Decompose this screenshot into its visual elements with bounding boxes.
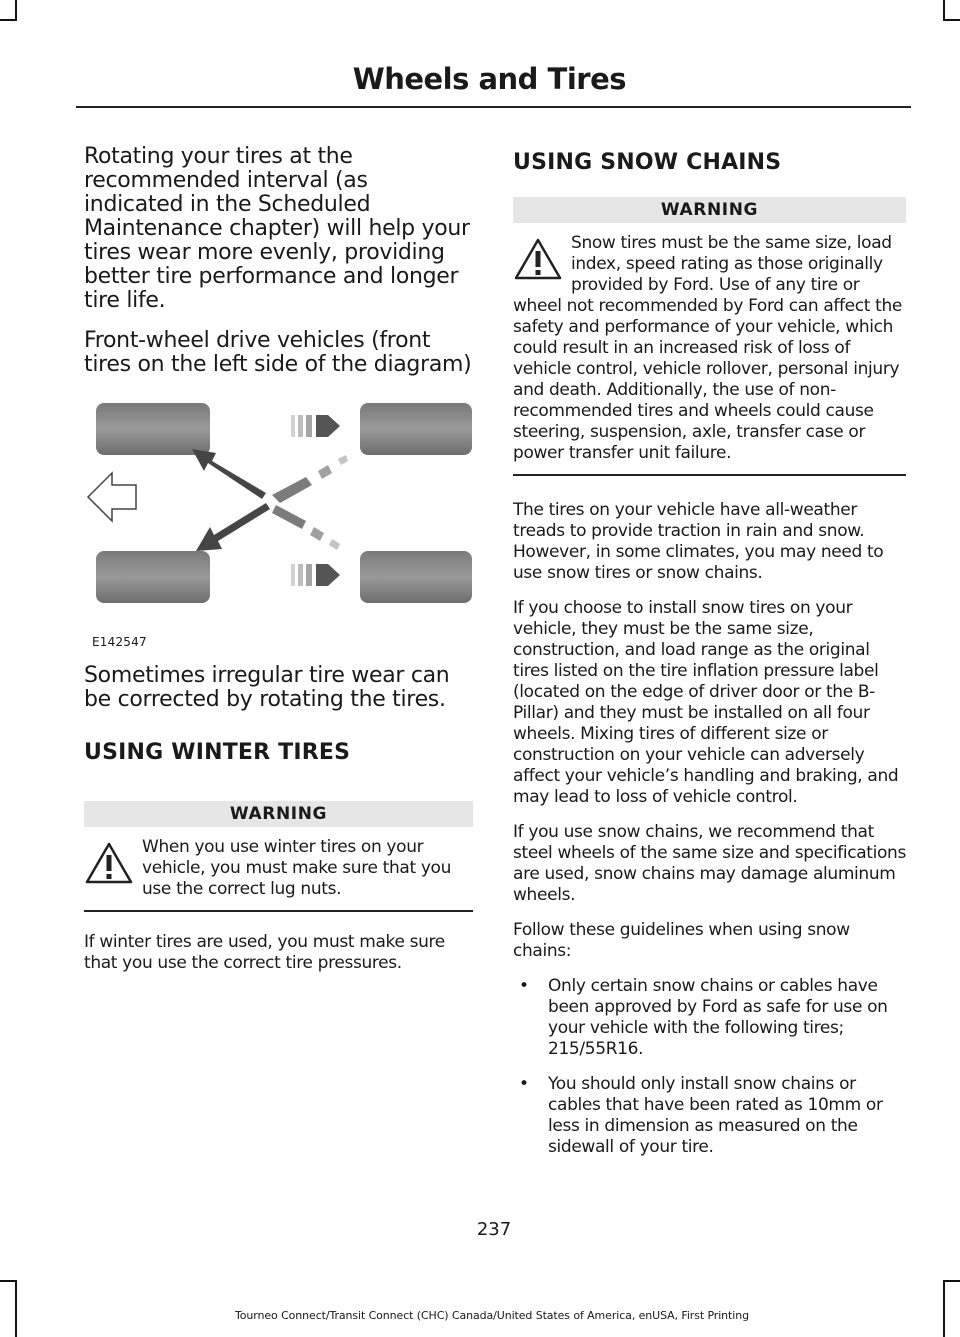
list-item bbox=[513, 976, 906, 1060]
winter-tires-paragraph: If winter tires are used, you must make sure that you use the correct tire pressures. bbox=[84, 932, 445, 973]
diagram-caption: Front-wheel drive vehicles (front tires on the left side of the diagram) bbox=[84, 328, 472, 377]
rotation-arrow-icon bbox=[192, 449, 348, 551]
snow-chains-heading: USING SNOW CHAINS bbox=[513, 150, 782, 175]
guidelines-intro: Follow these guidelines when using snow chains: bbox=[513, 920, 850, 961]
crop-mark bbox=[943, 1280, 960, 1282]
rotation-note: Sometimes irregular tire wear can be corrected by rotating the tires. bbox=[84, 663, 450, 712]
header-divider bbox=[76, 106, 911, 108]
page-title: Wheels and Tires bbox=[352, 62, 626, 96]
snow-chains-wheels-paragraph: If you use snow chains, we recommend that steel wheels of the same size and specifications are used, snow chains may damage aluminum wheels. bbox=[513, 822, 906, 905]
forward-direction-arrow-icon bbox=[88, 473, 136, 521]
warning-content bbox=[513, 223, 906, 464]
tire-front-right bbox=[96, 551, 210, 603]
crop-mark bbox=[0, 1280, 15, 1282]
winter-tires-heading: USING WINTER TIRES bbox=[84, 740, 351, 765]
figure-id: E142547 bbox=[92, 635, 147, 649]
tire-rotation-diagram bbox=[84, 399, 473, 654]
warning-label: WARNING bbox=[513, 197, 906, 223]
rotation-arrow-icon bbox=[291, 415, 340, 437]
guidelines-list bbox=[513, 976, 906, 1158]
list-item-text: You should only install snow chains or cables that have been rated as 10mm or less in dimension as measured on the sidewall of your tire. bbox=[548, 1074, 883, 1157]
intro-paragraph: Rotating your tires at the recommended interval (as indicated in the Scheduled Maintenance chapter) will help your tires wear more evenly, providing better tire performance and longer tire life. bbox=[84, 144, 470, 313]
bullet-point: • bbox=[519, 1074, 529, 1094]
chains-warning-text: Snow tires must be the same size, load index, speed rating as those originally provided by Ford. Use of any tire or wheel not recommended by Ford can affect the safety and performance of your vehicle, which could result in an increased risk of loss of vehicle control, vehicle rollover, personal injury and death. Additionally, the use of non-recommended tires and wheels could cause steering, suspension, axle, transfer case or power transfer unit failure. bbox=[513, 233, 903, 463]
snow-tires-paragraph: If you choose to install snow tires on your vehicle, they must be the same size, construction, and load range as the original tires listed on the tire inflation pressure label (located on the edge of driver door or the B-Pillar) and they must be installed on all four wheels. Mixing tires of different size or construction on your vehicle can adversely affect your vehicle’s handling and braking, and may lead to loss of vehicle control. bbox=[513, 598, 899, 807]
tire-rotation-illustration bbox=[84, 399, 473, 654]
warning-triangle-icon bbox=[84, 841, 134, 885]
page-number: 237 bbox=[476, 1219, 512, 1240]
crop-mark bbox=[943, 19, 960, 21]
warning-triangle-icon bbox=[513, 237, 563, 281]
winter-warning-text: When you use winter tires on your vehicle, you must make sure that you use the correct lug nuts. bbox=[142, 837, 452, 899]
all-weather-paragraph: The tires on your vehicle have all-weather treads to provide traction in rain and snow. However, in some climates, you may need to use snow tires or snow chains. bbox=[513, 500, 884, 583]
crop-mark bbox=[15, 0, 17, 21]
left-column bbox=[84, 145, 473, 988]
rotation-arrow-icon bbox=[291, 564, 340, 586]
warning-content bbox=[84, 827, 473, 900]
winter-warning-box bbox=[84, 801, 473, 912]
footer-text: Tourneo Connect/Transit Connect (CHC) Canada/United States of America, enUSA, First Printing bbox=[235, 1309, 749, 1322]
right-column bbox=[513, 150, 906, 1172]
chains-warning-box bbox=[513, 197, 906, 476]
list-item-text: Only certain snow chains or cables have been approved by Ford as safe for use on your vehicle with the following tires; 215/55R16. bbox=[548, 976, 888, 1059]
warning-label: WARNING bbox=[84, 801, 473, 827]
bullet-point: • bbox=[519, 976, 529, 996]
warning-divider bbox=[84, 910, 473, 912]
crop-mark bbox=[943, 0, 945, 21]
tire-rear-right bbox=[360, 551, 472, 603]
tire-rear-left bbox=[360, 403, 472, 455]
list-item bbox=[513, 1074, 906, 1158]
crop-mark bbox=[0, 19, 15, 21]
warning-divider bbox=[513, 474, 906, 476]
tire-front-left bbox=[96, 403, 210, 455]
